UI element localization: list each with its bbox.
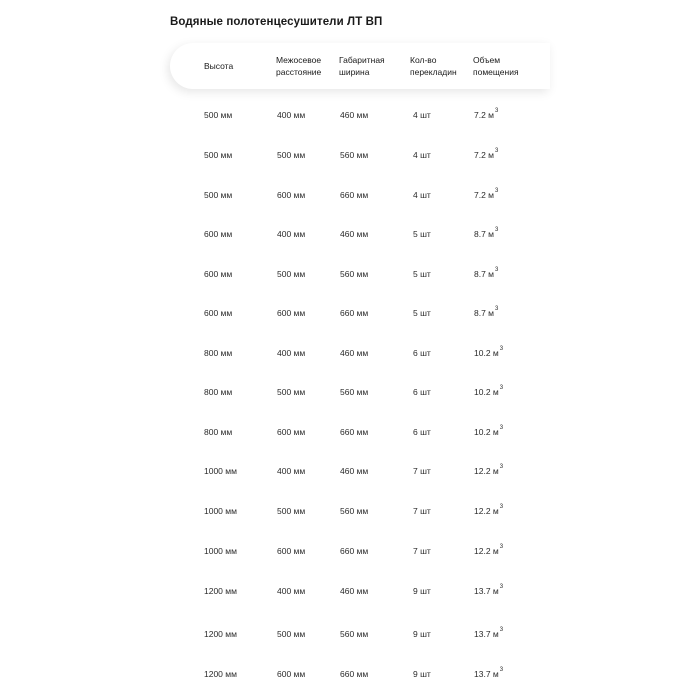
cell-crossbars-text: 6 шт <box>413 348 431 358</box>
cell-volume-text: 12.2 м <box>474 506 499 516</box>
cell-height <box>204 190 232 200</box>
cell-height <box>204 269 232 279</box>
cell-distance <box>277 586 305 596</box>
cell-height-text: 500 мм <box>204 190 233 200</box>
cell-crossbars <box>413 546 431 556</box>
cell-width <box>340 427 368 437</box>
header-room-volume-line1: Объем <box>473 55 501 65</box>
header-crossbars <box>410 54 457 78</box>
cubic-superscript: 3 <box>499 504 504 510</box>
table-row <box>0 546 700 560</box>
cell-width <box>340 269 368 279</box>
cell-volume-text: 13.7 м <box>474 586 499 596</box>
cell-height-text: 500 мм <box>204 110 233 120</box>
cubic-superscript: 3 <box>495 306 499 312</box>
header-height <box>204 60 233 72</box>
cell-height <box>204 348 232 358</box>
cell-width <box>340 629 368 639</box>
cell-distance <box>277 110 305 120</box>
cell-crossbars-text: 4 шт <box>413 150 431 160</box>
cell-volume <box>474 308 498 318</box>
header-room-volume-line2: помещения <box>473 67 519 77</box>
cell-crossbars-text: 9 шт <box>413 586 431 596</box>
cell-volume-text: 8.7 м <box>474 229 495 239</box>
cubic-superscript: 3 <box>499 346 504 352</box>
cell-crossbars-text: 4 шт <box>413 110 431 120</box>
cell-crossbars-text: 6 шт <box>413 387 431 397</box>
table-row <box>0 150 700 164</box>
cell-volume-text: 10.2 м <box>474 387 499 397</box>
cell-distance <box>277 269 305 279</box>
cell-distance <box>277 308 305 318</box>
cell-crossbars <box>413 387 431 397</box>
cell-crossbars-text: 5 шт <box>413 229 431 239</box>
cell-distance <box>277 506 305 516</box>
table-row <box>0 348 700 362</box>
cell-height <box>204 387 232 397</box>
cell-width <box>340 110 368 120</box>
header-overall-width <box>339 54 385 78</box>
table-row <box>0 586 700 600</box>
cell-distance <box>277 150 305 160</box>
cell-distance-text: 400 мм <box>277 466 306 476</box>
cell-width <box>340 387 368 397</box>
cell-width <box>340 466 368 476</box>
table-header <box>170 43 550 89</box>
cell-distance-text: 400 мм <box>277 229 306 239</box>
cell-height-text: 1000 мм <box>204 506 237 516</box>
cell-distance <box>277 427 305 437</box>
table-row <box>0 269 700 283</box>
cell-width-text: 460 мм <box>340 586 369 596</box>
cell-height <box>204 546 237 556</box>
header-center-distance-line1: Межосевое <box>276 55 322 65</box>
cell-volume-text: 13.7 м <box>474 629 499 639</box>
cubic-superscript: 3 <box>499 464 504 470</box>
cell-crossbars <box>413 269 431 279</box>
cell-crossbars-text: 9 шт <box>413 629 431 639</box>
cell-distance <box>277 387 305 397</box>
table-row <box>0 387 700 401</box>
cell-volume <box>474 190 498 200</box>
cell-width-text: 560 мм <box>340 150 369 160</box>
cubic-superscript: 3 <box>499 544 504 550</box>
cell-volume <box>474 150 498 160</box>
cell-distance <box>277 466 305 476</box>
cubic-superscript: 3 <box>495 227 499 233</box>
cell-crossbars-text: 7 шт <box>413 506 431 516</box>
header-overall-width-line2: ширина <box>339 67 370 77</box>
cell-distance-text: 500 мм <box>277 387 306 397</box>
cell-width <box>340 150 368 160</box>
cell-width-text: 560 мм <box>340 387 369 397</box>
cell-distance <box>277 669 305 679</box>
table-row <box>0 190 700 204</box>
cell-volume <box>474 387 503 397</box>
cell-height <box>204 506 237 516</box>
cell-volume-text: 7.2 м <box>474 190 495 200</box>
cell-width-text: 560 мм <box>340 506 369 516</box>
cell-width <box>340 190 368 200</box>
cell-crossbars-text: 5 шт <box>413 269 431 279</box>
table-row <box>0 427 700 441</box>
cubic-superscript: 3 <box>499 627 504 633</box>
header-crossbars-line2: перекладин <box>410 67 457 77</box>
cell-volume-text: 10.2 м <box>474 348 499 358</box>
cell-width-text: 460 мм <box>340 348 369 358</box>
cubic-superscript: 3 <box>495 108 499 114</box>
cell-height <box>204 427 232 437</box>
cell-volume <box>474 466 503 476</box>
cell-width-text: 660 мм <box>340 308 369 318</box>
cell-width <box>340 669 368 679</box>
cell-distance-text: 400 мм <box>277 110 306 120</box>
cell-height-text: 1200 мм <box>204 669 237 679</box>
cell-width <box>340 229 368 239</box>
cell-distance-text: 400 мм <box>277 348 306 358</box>
cell-crossbars <box>413 348 431 358</box>
cell-crossbars <box>413 229 431 239</box>
cell-height-text: 1200 мм <box>204 629 237 639</box>
cell-volume <box>474 110 498 120</box>
cell-width-text: 660 мм <box>340 669 369 679</box>
table-row <box>0 110 700 124</box>
cell-distance <box>277 348 305 358</box>
cell-distance-text: 500 мм <box>277 506 306 516</box>
cell-width-text: 560 мм <box>340 269 369 279</box>
cell-crossbars <box>413 506 431 516</box>
cell-distance-text: 600 мм <box>277 546 306 556</box>
cubic-superscript: 3 <box>495 267 499 273</box>
cell-height-text: 800 мм <box>204 427 233 437</box>
cell-height <box>204 150 232 160</box>
cell-crossbars-text: 7 шт <box>413 546 431 556</box>
cell-width <box>340 506 368 516</box>
cell-crossbars <box>413 669 431 679</box>
cell-height-text: 1200 мм <box>204 586 237 596</box>
cell-volume <box>474 269 498 279</box>
cell-width-text: 460 мм <box>340 466 369 476</box>
cell-volume <box>474 427 503 437</box>
cell-volume <box>474 586 503 596</box>
cell-crossbars <box>413 427 431 437</box>
cell-height-text: 1000 мм <box>204 466 237 476</box>
cell-crossbars-text: 4 шт <box>413 190 431 200</box>
cell-volume-text: 8.7 м <box>474 269 495 279</box>
table-row <box>0 466 700 480</box>
cell-crossbars <box>413 629 431 639</box>
cell-distance-text: 500 мм <box>277 150 306 160</box>
cell-volume-text: 10.2 м <box>474 427 499 437</box>
cell-distance-text: 400 мм <box>277 586 306 596</box>
table-row <box>0 308 700 322</box>
cell-height-text: 600 мм <box>204 308 233 318</box>
cubic-superscript: 3 <box>495 148 499 154</box>
cell-volume-text: 12.2 м <box>474 466 499 476</box>
cell-width-text: 660 мм <box>340 190 369 200</box>
cell-height <box>204 669 237 679</box>
cell-volume <box>474 229 498 239</box>
cell-height-text: 600 мм <box>204 229 233 239</box>
cell-distance <box>277 629 305 639</box>
cell-height <box>204 110 232 120</box>
table-row <box>0 229 700 243</box>
cell-crossbars <box>413 110 431 120</box>
cell-height <box>204 308 232 318</box>
cell-distance <box>277 190 305 200</box>
header-overall-width-line1: Габаритная <box>339 55 385 65</box>
cell-width <box>340 348 368 358</box>
cell-distance-text: 600 мм <box>277 308 306 318</box>
cubic-superscript: 3 <box>499 425 504 431</box>
cell-distance-text: 500 мм <box>277 269 306 279</box>
cubic-superscript: 3 <box>499 385 504 391</box>
cell-distance-text: 600 мм <box>277 427 306 437</box>
cell-distance-text: 500 мм <box>277 629 306 639</box>
cell-height-text: 500 мм <box>204 150 233 160</box>
cell-crossbars-text: 9 шт <box>413 669 431 679</box>
cell-width <box>340 546 368 556</box>
cell-height-text: 800 мм <box>204 387 233 397</box>
cell-volume <box>474 506 503 516</box>
cell-height-text: 800 мм <box>204 348 233 358</box>
cell-crossbars-text: 6 шт <box>413 427 431 437</box>
cell-crossbars <box>413 466 431 476</box>
cell-height-text: 1000 мм <box>204 546 237 556</box>
cell-volume-text: 7.2 м <box>474 150 495 160</box>
cell-height <box>204 629 237 639</box>
cell-height <box>204 229 232 239</box>
cubic-superscript: 3 <box>499 667 504 673</box>
header-center-distance-line2: расстояние <box>276 67 322 77</box>
cell-crossbars-text: 7 шт <box>413 466 431 476</box>
cell-crossbars <box>413 150 431 160</box>
header-center-distance <box>276 54 321 78</box>
cell-crossbars <box>413 190 431 200</box>
cell-distance-text: 600 мм <box>277 669 306 679</box>
table-row <box>0 629 700 643</box>
cell-crossbars-text: 5 шт <box>413 308 431 318</box>
table-row <box>0 506 700 520</box>
cell-crossbars <box>413 586 431 596</box>
cell-volume <box>474 629 503 639</box>
header-crossbars-line1: Кол-во <box>410 55 437 65</box>
table-row <box>0 669 700 683</box>
cell-height <box>204 586 237 596</box>
cell-volume-text: 8.7 м <box>474 308 495 318</box>
cell-volume-text: 13.7 м <box>474 669 499 679</box>
cell-distance <box>277 229 305 239</box>
cubic-superscript: 3 <box>495 188 499 194</box>
page-title: Водяные полотенцесушители ЛТ ВП <box>170 16 383 28</box>
cell-distance <box>277 546 305 556</box>
cell-width-text: 560 мм <box>340 629 369 639</box>
header-height-label: Высота <box>204 61 234 71</box>
cell-height-text: 600 мм <box>204 269 233 279</box>
cell-distance-text: 600 мм <box>277 190 306 200</box>
cell-volume-text: 7.2 м <box>474 110 495 120</box>
header-room-volume <box>473 54 519 78</box>
cell-crossbars <box>413 308 431 318</box>
cubic-superscript: 3 <box>499 584 504 590</box>
cell-volume-text: 12.2 м <box>474 546 499 556</box>
cell-width <box>340 308 368 318</box>
cell-width-text: 660 мм <box>340 546 369 556</box>
cell-volume <box>474 348 503 358</box>
cell-width-text: 460 мм <box>340 229 369 239</box>
cell-volume <box>474 546 503 556</box>
cell-height <box>204 466 237 476</box>
cell-width-text: 660 мм <box>340 427 369 437</box>
cell-volume <box>474 669 503 679</box>
cell-width <box>340 586 368 596</box>
cell-width-text: 460 мм <box>340 110 369 120</box>
